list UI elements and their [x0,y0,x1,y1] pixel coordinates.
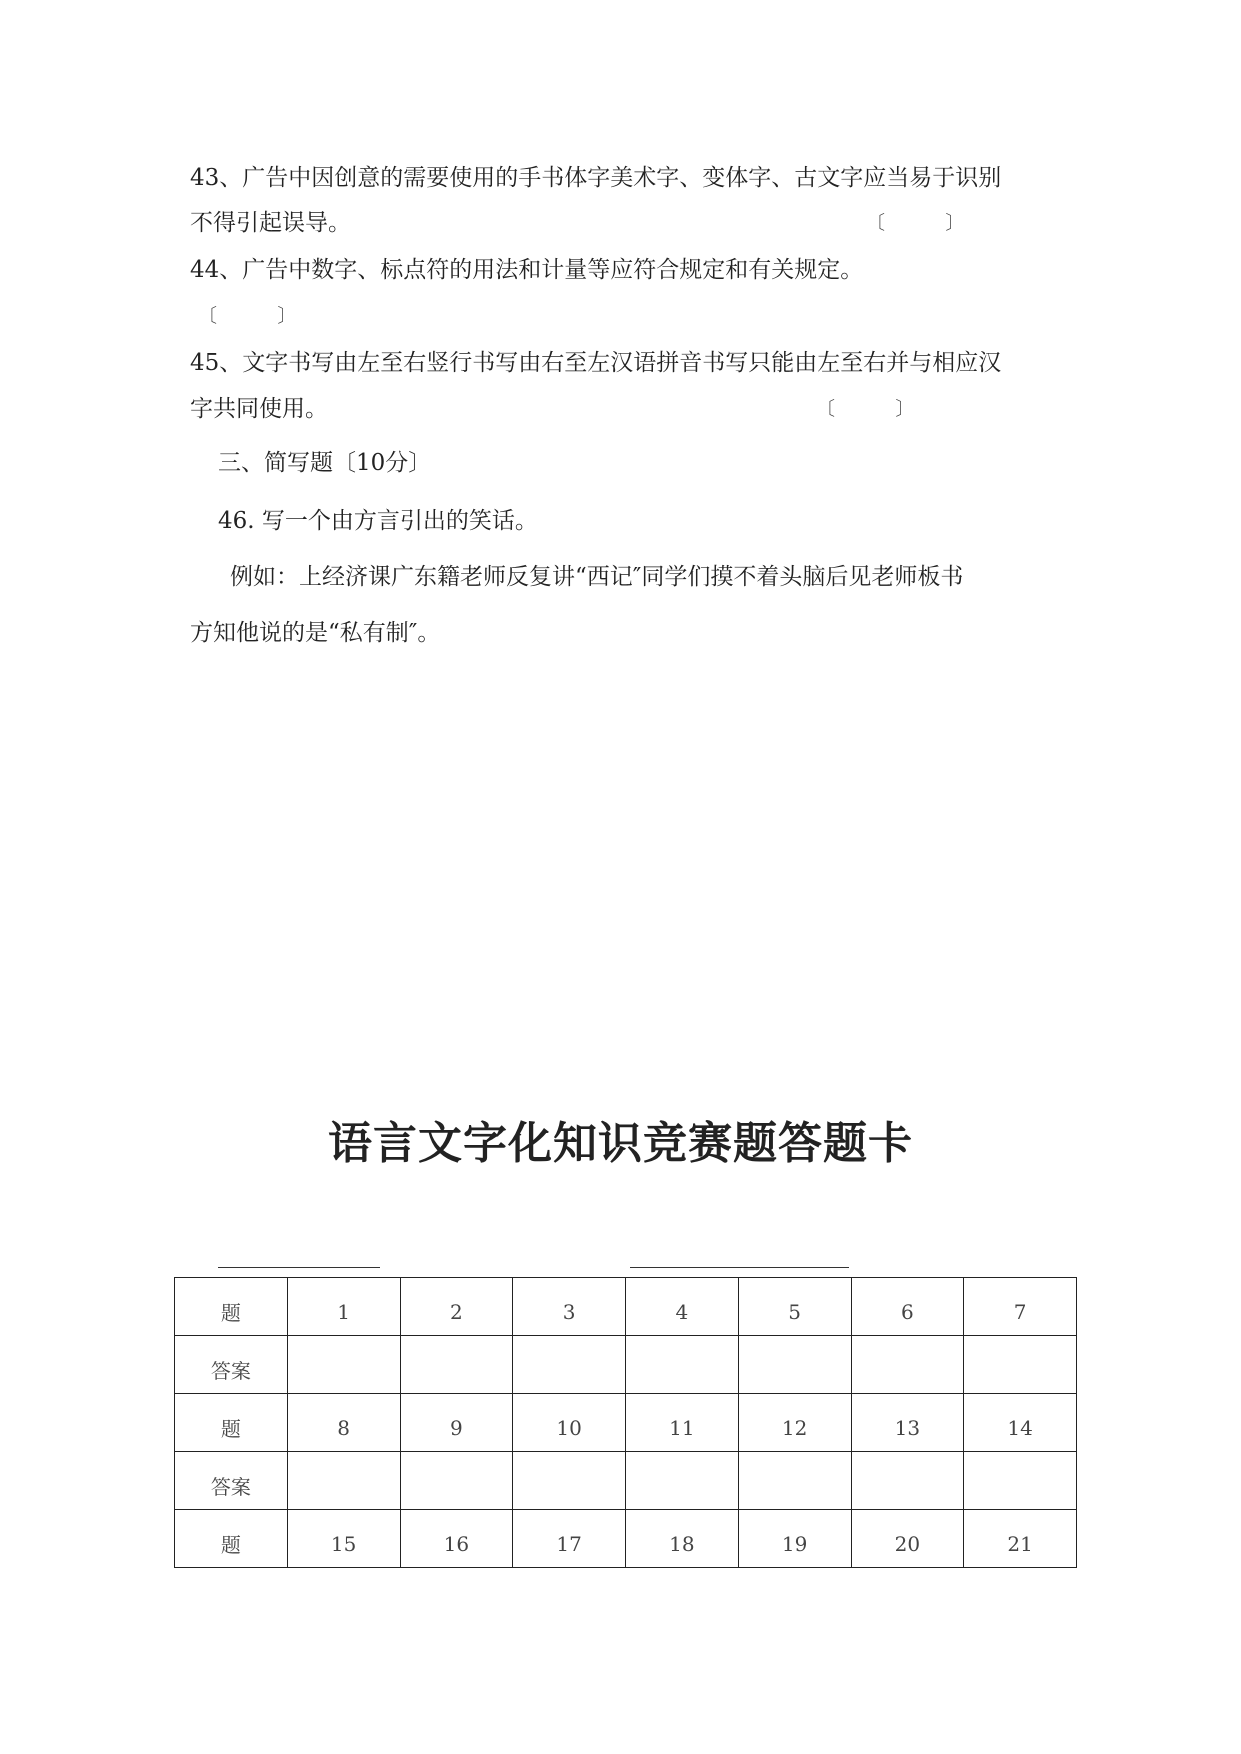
answer-card-row [175,1278,1077,1336]
answer-cell[interactable] [513,1452,626,1510]
question-number-cell: 6 [851,1278,964,1336]
answer-bracket-43[interactable]: 〔 〕 [866,212,965,234]
answer-cell[interactable] [851,1336,964,1394]
answer-card-row [175,1510,1077,1568]
answer-cell[interactable] [851,1452,964,1510]
question-43-line-2: 不得引起误导。 [190,210,351,236]
blank-line-right[interactable] [630,1267,849,1268]
question-44-line-1: 44、广告中数字、标点符的用法和计量等应符合规定和有关规定。 [190,257,864,283]
answer-cell[interactable] [738,1452,851,1510]
question-number-cell: 15 [287,1510,400,1568]
question-number-cell: 10 [513,1394,626,1452]
row-header-cell: 题 [175,1278,288,1336]
question-number-cell: 11 [626,1394,739,1452]
row-header-cell: 题 [175,1394,288,1452]
question-number-cell: 13 [851,1394,964,1452]
answer-cell[interactable] [738,1336,851,1394]
answer-cell[interactable] [626,1452,739,1510]
answer-card-row [175,1394,1077,1452]
answer-cell[interactable] [400,1452,513,1510]
answer-bracket-44[interactable]: 〔 〕 [198,305,297,327]
answer-card-title: 语言文字化知识竞赛题答题卡 [328,1118,913,1169]
answer-card-row [175,1452,1077,1510]
answer-card-row [175,1336,1077,1394]
answer-cell[interactable] [626,1336,739,1394]
question-number-cell: 16 [400,1510,513,1568]
answer-card-table [174,1277,1077,1568]
blank-line-left[interactable] [218,1267,380,1268]
question-number-cell: 19 [738,1510,851,1568]
question-number-cell: 18 [626,1510,739,1568]
row-header-cell: 答案 [175,1452,288,1510]
section-3-heading: 三、简写题〔10分〕 [218,450,432,476]
question-45-line-2: 字共同使用。 [190,396,328,422]
question-43-line-1: 43、广告中因创意的需要使用的手书体字美术字、变体字、古文字应当易于识别 [190,165,1002,191]
row-header-cell: 题 [175,1510,288,1568]
question-number-cell: 2 [400,1278,513,1336]
question-number-cell: 1 [287,1278,400,1336]
answer-cell[interactable] [287,1336,400,1394]
question-number-cell: 14 [964,1394,1077,1452]
answer-cell[interactable] [400,1336,513,1394]
question-number-cell: 21 [964,1510,1077,1568]
question-number-cell: 12 [738,1394,851,1452]
question-number-cell: 7 [964,1278,1077,1336]
question-number-cell: 8 [287,1394,400,1452]
answer-cell[interactable] [287,1452,400,1510]
answer-bracket-45[interactable]: 〔 〕 [816,398,915,420]
example-line-1: 例如：上经济课广东籍老师反复讲“西记″同学们摸不着头脑后见老师板书 [230,564,964,590]
question-number-cell: 20 [851,1510,964,1568]
question-45-line-1: 45、文字书写由左至右竖行书写由右至左汉语拼音书写只能由左至右并与相应汉 [190,350,1002,376]
answer-cell[interactable] [964,1452,1077,1510]
question-number-cell: 17 [513,1510,626,1568]
question-number-cell: 9 [400,1394,513,1452]
row-header-cell: 答案 [175,1336,288,1394]
example-line-2: 方知他说的是“私有制″。 [190,620,441,646]
question-number-cell: 3 [513,1278,626,1336]
answer-cell[interactable] [964,1336,1077,1394]
question-number-cell: 5 [738,1278,851,1336]
question-number-cell: 4 [626,1278,739,1336]
answer-cell[interactable] [513,1336,626,1394]
question-46: 46. 写一个由方言引出的笑话。 [218,508,538,534]
